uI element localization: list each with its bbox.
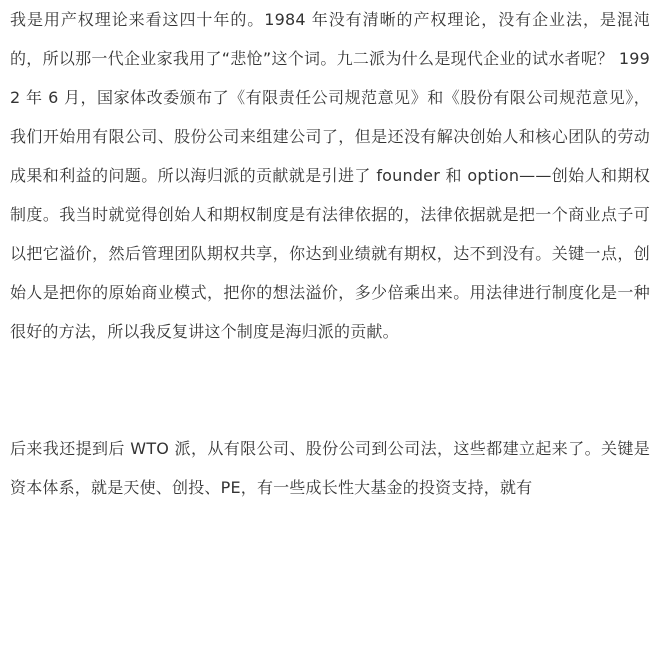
paragraph-2: 后来我还提到后 WTO 派，从有限公司、股份公司到公司法，这些都建立起来了。关键是资本体系，就是天使、创投、PE，有一些成长性大基金的投资支持，就有: [10, 439, 650, 497]
paragraph-1: 我是用产权理论来看这四十年的。1984 年没有清晰的产权理论，没有企业法，是混沌的，所以那一代企业家我用了“悲怆”这个词。九二派为什么是现代企业的试水者呢？ 1992 年 6 月，国家体改委颁布了《有限责任公司规范意见》和《股份有限公司规范意见》，我们开始用有限公司、股份公司来组建公司了，但是还没有解决创始人和核心团队的劳动成果和利益的问题。所以海归派的贡献就是引进了 founder 和 option——创始人和期权制度。我当时就觉得创始人和期权制度是有法律依据的，法律依据就是把一个商业点子可以把它溢价，然后管理团队期权共享，你达到业绩就有期权，达不到没有。关键一点，创始人是把你的原始商业模式，把你的想法溢价，多少倍乘出来。用法律进行制度化是一种很好的方法，所以我反复讲这个制度是海归派的贡献。: [10, 10, 650, 341]
article-body: [10, 0, 650, 507]
paragraph-spacer: [10, 351, 650, 429]
